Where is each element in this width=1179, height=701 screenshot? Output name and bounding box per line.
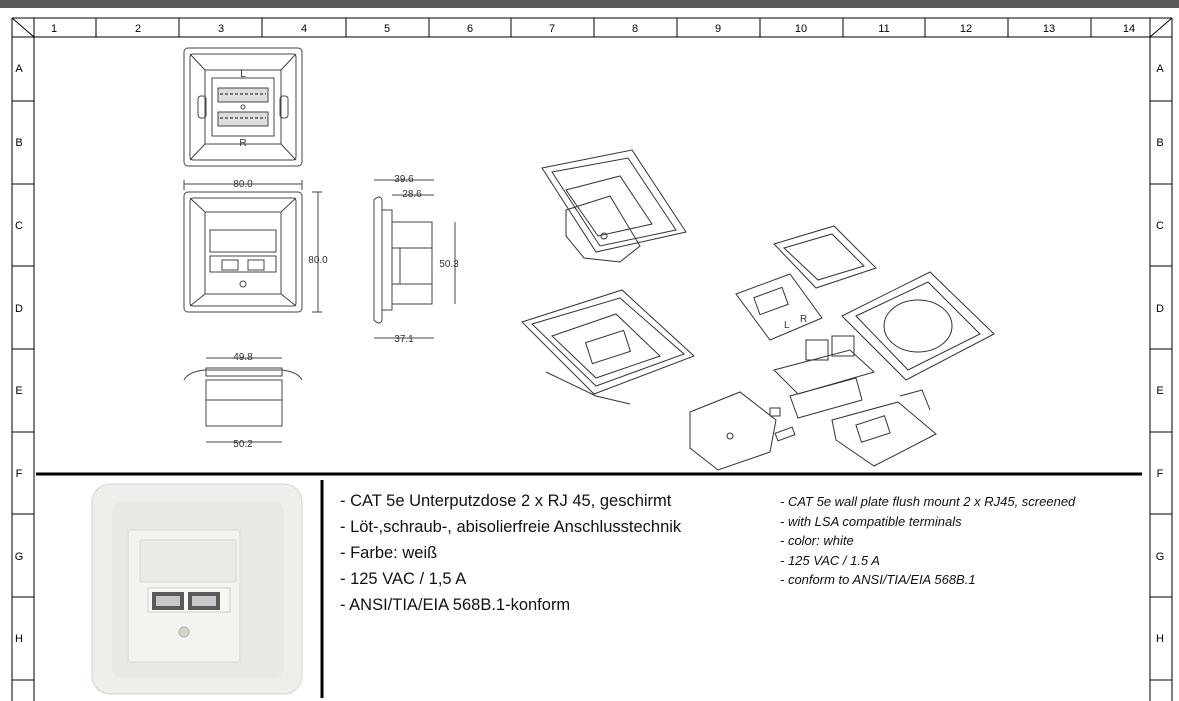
col-label: 6 — [466, 23, 474, 35]
col-label: 14 — [1122, 23, 1136, 35]
description-de-item: - CAT 5e Unterputzdose 2 x RJ 45, geschirmt — [340, 492, 672, 510]
col-label: 12 — [959, 23, 973, 35]
description-de-item: - ANSI/TIA/EIA 568B.1-konform — [340, 596, 571, 614]
col-label: 5 — [383, 23, 391, 35]
row-label: G — [14, 551, 24, 563]
col-label: 3 — [217, 23, 225, 35]
description-de-item: - 125 VAC / 1,5 A — [340, 570, 467, 588]
row-label: C — [15, 220, 23, 232]
bottom-top-dimension: 49.8 — [233, 352, 253, 363]
side-bottom-dimension: 37.1 — [394, 334, 414, 345]
col-label: 9 — [714, 23, 722, 35]
row-label: D — [15, 303, 23, 315]
back-view-label-top: L — [240, 69, 246, 80]
description-en-item: - color: white — [780, 533, 854, 548]
row-label: A — [1156, 63, 1164, 75]
back-view-label-bottom: R — [239, 138, 247, 149]
isometric-top-back-view — [542, 150, 686, 262]
col-label: 13 — [1042, 23, 1056, 35]
description-de-item: - Löt-,schraub-, abisolierfreie Anschlusstechnik — [340, 518, 682, 536]
side-total-dimension: 39.6 — [394, 174, 414, 185]
description-en-item: - with LSA compatible terminals — [780, 513, 962, 529]
row-label: E — [15, 385, 23, 397]
row-label: A — [15, 63, 23, 75]
row-label: B — [1156, 137, 1164, 149]
col-label: 7 — [548, 23, 556, 35]
exploded-label-left: L — [784, 320, 790, 331]
description-en-item: - CAT 5e wall plate flush mount 2 x RJ45, screened — [780, 494, 1076, 509]
col-label: 8 — [631, 23, 639, 35]
row-label: C — [1156, 220, 1164, 232]
bottom-width-dimension: 50.2 — [233, 439, 253, 450]
row-label: G — [1155, 551, 1165, 563]
isometric-front-view — [522, 290, 694, 404]
row-label: D — [1156, 303, 1164, 315]
row-labels-right — [1156, 63, 1165, 645]
row-label: F — [15, 468, 23, 480]
row-label: F — [1156, 468, 1164, 480]
col-label: 10 — [794, 23, 808, 35]
product-photo — [92, 484, 302, 694]
isometric-exploded-view — [690, 226, 994, 470]
row-labels-left — [15, 63, 24, 645]
exploded-label-right: R — [800, 314, 808, 325]
column-labels — [51, 23, 1135, 35]
row-label: H — [1156, 633, 1164, 645]
bottom-view-drawing — [184, 358, 302, 442]
front-view-drawing — [184, 180, 322, 312]
side-inner-dimension: 28.6 — [402, 189, 422, 200]
col-label: 1 — [50, 23, 58, 35]
side-height-dimension: 50.3 — [439, 259, 459, 270]
description-de-item: - Farbe: weiß — [340, 544, 438, 562]
description-english — [780, 492, 1075, 590]
description-en-item: - 125 VAC / 1.5 A — [780, 552, 880, 568]
front-width-dimension: 80.0 — [233, 179, 253, 190]
col-label: 4 — [300, 23, 308, 35]
col-label: 2 — [134, 23, 142, 35]
col-label: 11 — [878, 23, 890, 35]
front-height-dimension: 80.0 — [308, 255, 328, 266]
row-label: E — [1156, 385, 1164, 397]
row-label: B — [15, 137, 23, 149]
description-german — [340, 488, 681, 618]
row-label: H — [15, 633, 23, 645]
description-en-item: - conform to ANSI/TIA/EIA 568B.1 — [780, 572, 976, 587]
